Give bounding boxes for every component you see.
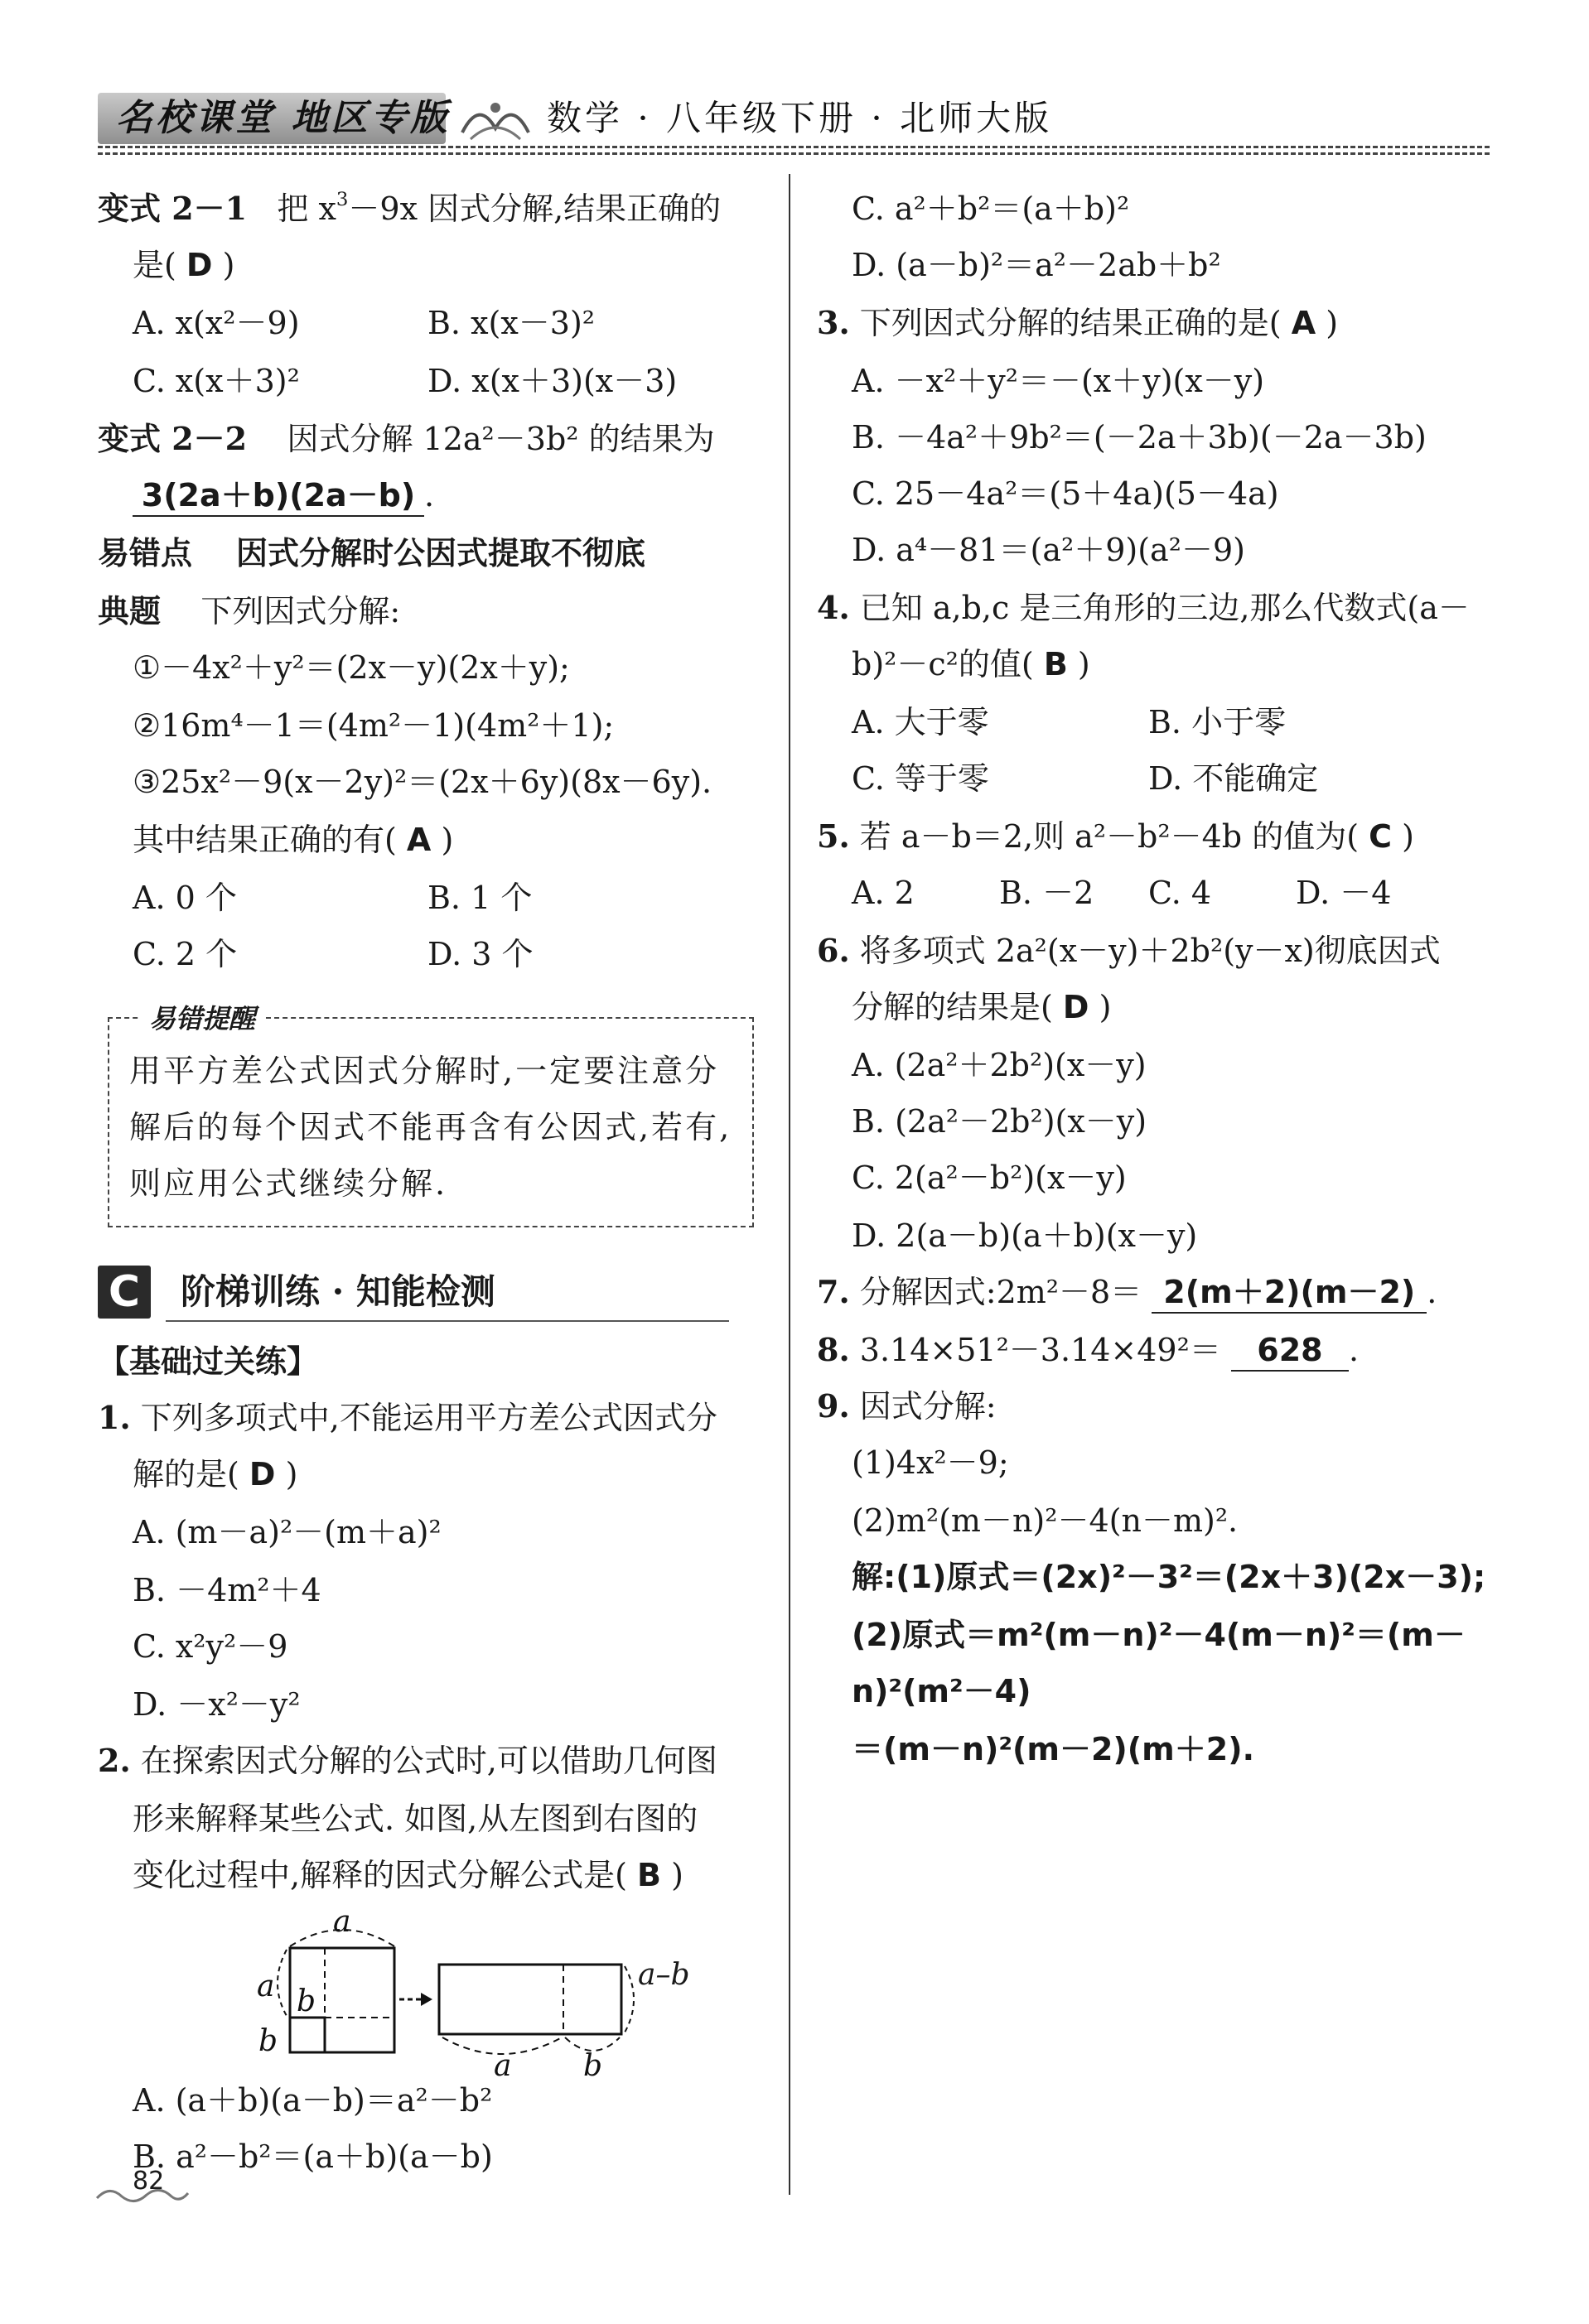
question-4-stem-2: b)²－c²的值( B ) [852,646,1090,682]
question-1-stem: 1. 下列多项式中,不能运用平方差公式因式分 [98,1399,717,1436]
option-c: C. x(x＋3)² [133,363,300,399]
header-divider [98,146,1490,148]
series-title: 名校课堂 地区专版 [116,97,451,139]
solution-line-4: ＝(m－n)²(m－2)(m＋2). [852,1731,1255,1767]
question-1-stem-2: 解的是( D ) [133,1456,298,1492]
question-6-stem-2: 分解的结果是( D ) [852,989,1112,1025]
label-a-top: a [333,1913,351,1939]
square-to-rectangle-diagram [249,1913,638,2079]
variant-2-1-stem: 变式 2－1 把 $x^3-9x$ 因式分解,结果正确的 [98,188,722,227]
option-c: C. 2(a²－b²)(x－y) [852,1160,1127,1196]
option-a: A. 2 [852,875,915,911]
example-item-2: ②16m⁴－1＝(4m²－1)(4m²＋1); [133,707,615,744]
small-square [290,2018,325,2052]
question-number: 9. [817,1387,850,1425]
subject-title: 数学 · 八年级下册 · 北师大版 [547,98,1053,138]
header-divider-2 [98,152,1490,155]
option-d: D. 不能确定 [1148,760,1319,797]
arrow-icon [421,1993,432,2006]
option-a: A. (m－a)²－(m＋a)² [133,1514,442,1550]
question-number: 1. [98,1399,131,1436]
label-b-bottom: b [583,2049,603,2079]
label-a-left: a [257,1970,275,2003]
question-5-stem: 5. 若 a－b＝2,则 a²－b²－4b 的值为( C ) [817,817,1414,855]
option-c: C. 25－4a²＝(5＋4a)(5－4a) [852,475,1279,512]
option-c: C. 2 个 [133,936,238,972]
fill-blank-answer: 2(m＋2)(m－2) [1152,1272,1427,1314]
pitfall-heading: 易错点 因式分解时公因式提取不彻底 [98,534,645,571]
answer-mark: D [249,1456,276,1492]
variant-2-2-stem: 变式 2－2 因式分解 12a²－3b² 的结果为 [98,420,715,457]
example-item-3: ③25x²－9(x－2y)²＝(2x＋6y)(8x－6y). [133,764,712,800]
question-2-stem: 2. 在探索因式分解的公式时,可以借助几何图 [98,1742,717,1779]
solution-line-1: 解:(1)原式＝(2x)²－3²＝(2x＋3)(2x－3); [852,1559,1486,1595]
question-2-stem-2: 形来解释某些公式. 如图,从左图到右图的 [133,1801,698,1837]
tip-line-2: 解后的每个因式不能再含有公因式,若有, [129,1109,732,1145]
option-b: B. (2a²－2b²)(x－y) [852,1103,1147,1140]
question-number: 3. [817,304,850,341]
option-b: B. 1 个 [427,880,533,916]
question-number: 7. [817,1273,850,1310]
factorization-figure [249,1913,638,2082]
answer-mark: A [1291,305,1316,341]
option-a: A. 大于零 [852,704,989,740]
option-a: A. (2a²＋2b²)(x－y) [852,1047,1147,1083]
variant-2-2-answer-line: 3(2a＋b)(2a－b) . [133,475,434,517]
option-d: D. 3 个 [427,936,534,972]
question-3-stem: 3. 下列因式分解的结果正确的是( A ) [817,304,1339,341]
variant-2-1-stem-2: 是( D ) [133,247,235,283]
question-8: 8. 3.14×51²－3.14×49²＝ 628 . [817,1330,1359,1372]
variant-label: 变式 2－2 [98,420,248,457]
label-b-inner: b [297,1984,316,2018]
example-heading: 典题 下列因式分解: [98,592,401,629]
answer-mark: C [1369,818,1392,855]
fill-blank-answer: 628 [1231,1330,1349,1372]
column-divider [789,174,790,2195]
option-b: B. －2 [999,875,1094,911]
page-number: 82 [133,2167,165,2196]
solution-line-3: n)²(m²－4) [852,1673,1031,1709]
option-b: B. －4a²＋9b²＝(－2a＋3b)(－2a－3b) [852,419,1427,456]
answer-mark: D [1062,989,1089,1025]
question-9-stem: 9. 因式分解: [817,1387,997,1425]
option-d: D. －x²－y² [133,1686,301,1723]
option-a: A. －x²＋y²＝－(x＋y)(x－y) [852,363,1265,399]
answer-mark: D [186,247,213,283]
question-9-part-1: (1)4x²－9; [852,1444,1009,1481]
variant-label: 变式 2－1 [98,190,248,227]
option-d: D. a⁴－81＝(a²＋9)(a²－9) [852,532,1245,568]
solution-line-2: (2)原式＝m²(m－n)²－4(m－n)²＝(m－ [852,1617,1466,1653]
question-4-stem: 4. 已知 a,b,c 是三角形的三边,那么代数式(a－ [817,589,1470,626]
label-a-minus-b: a–b [638,1958,690,1992]
question-number: 6. [817,932,850,969]
q2-option-d: D. (a－b)²＝a²－2ab＋b² [852,247,1221,283]
question-number: 2. [98,1742,131,1779]
option-b: B. 小于零 [1148,704,1287,740]
label-a-bottom: a [494,2049,512,2079]
option-b: B. a²－b²＝(a＋b)(a－b) [133,2138,493,2175]
option-d: D. －4 [1296,875,1392,911]
fill-blank-answer: 3(2a＋b)(2a－b) [133,475,424,517]
question-number: 8. [817,1331,850,1368]
result-rectangle [439,1965,621,2034]
option-c: C. x²y²－9 [133,1628,288,1665]
answer-mark: A [406,822,432,858]
tip-title: 易错提醒 [139,1004,265,1034]
option-d: D. 2(a－b)(a＋b)(x－y) [852,1217,1198,1254]
tip-line-1: 用平方差公式因式分解时,一定要注意分 [129,1053,720,1089]
option-a: A. (a＋b)(a－b)＝a²－b² [133,2082,493,2119]
question-2-stem-3: 变化过程中,解释的因式分解公式是( B ) [133,1857,683,1893]
subsection-title: 【基础过关练】 [98,1343,319,1380]
section-rule [166,1320,729,1322]
question-9-part-2: (2)m²(m－n)²－4(n－m)². [852,1502,1239,1539]
question-7: 7. 分解因式:2m²－8＝ 2(m＋2)(m－2) . [817,1272,1437,1314]
option-c: C. 4 [1148,875,1212,911]
option-d: D. x(x＋3)(x－3) [427,363,678,399]
option-a: A. x(x²－9) [133,305,300,341]
example-item-1: ①－4x²＋y²＝(2x－y)(2x＋y); [133,649,570,686]
tip-line-3: 则应用公式继续分解. [129,1165,448,1202]
question-number: 4. [817,589,850,626]
option-c: C. 等于零 [852,760,989,797]
section-title: 阶梯训练 · 知能检测 [181,1271,495,1312]
label-b-left: b [258,2024,278,2058]
answer-mark: B [1043,646,1068,682]
example-question: 其中结果正确的有( A ) [133,822,454,858]
option-a: A. 0 个 [133,880,237,916]
leaf-ornament-icon [454,91,537,146]
question-6-stem: 6. 将多项式 2a²(x－y)＋2b²(y－x)彻底因式 [817,932,1441,969]
question-number: 5. [817,817,850,855]
answer-mark: B [637,1857,661,1893]
q2-option-c: C. a²＋b²＝(a＋b)² [852,190,1130,227]
section-badge: C [98,1266,151,1319]
option-b: B. x(x－3)² [427,305,596,341]
option-b: B. －4m²＋4 [133,1572,321,1608]
